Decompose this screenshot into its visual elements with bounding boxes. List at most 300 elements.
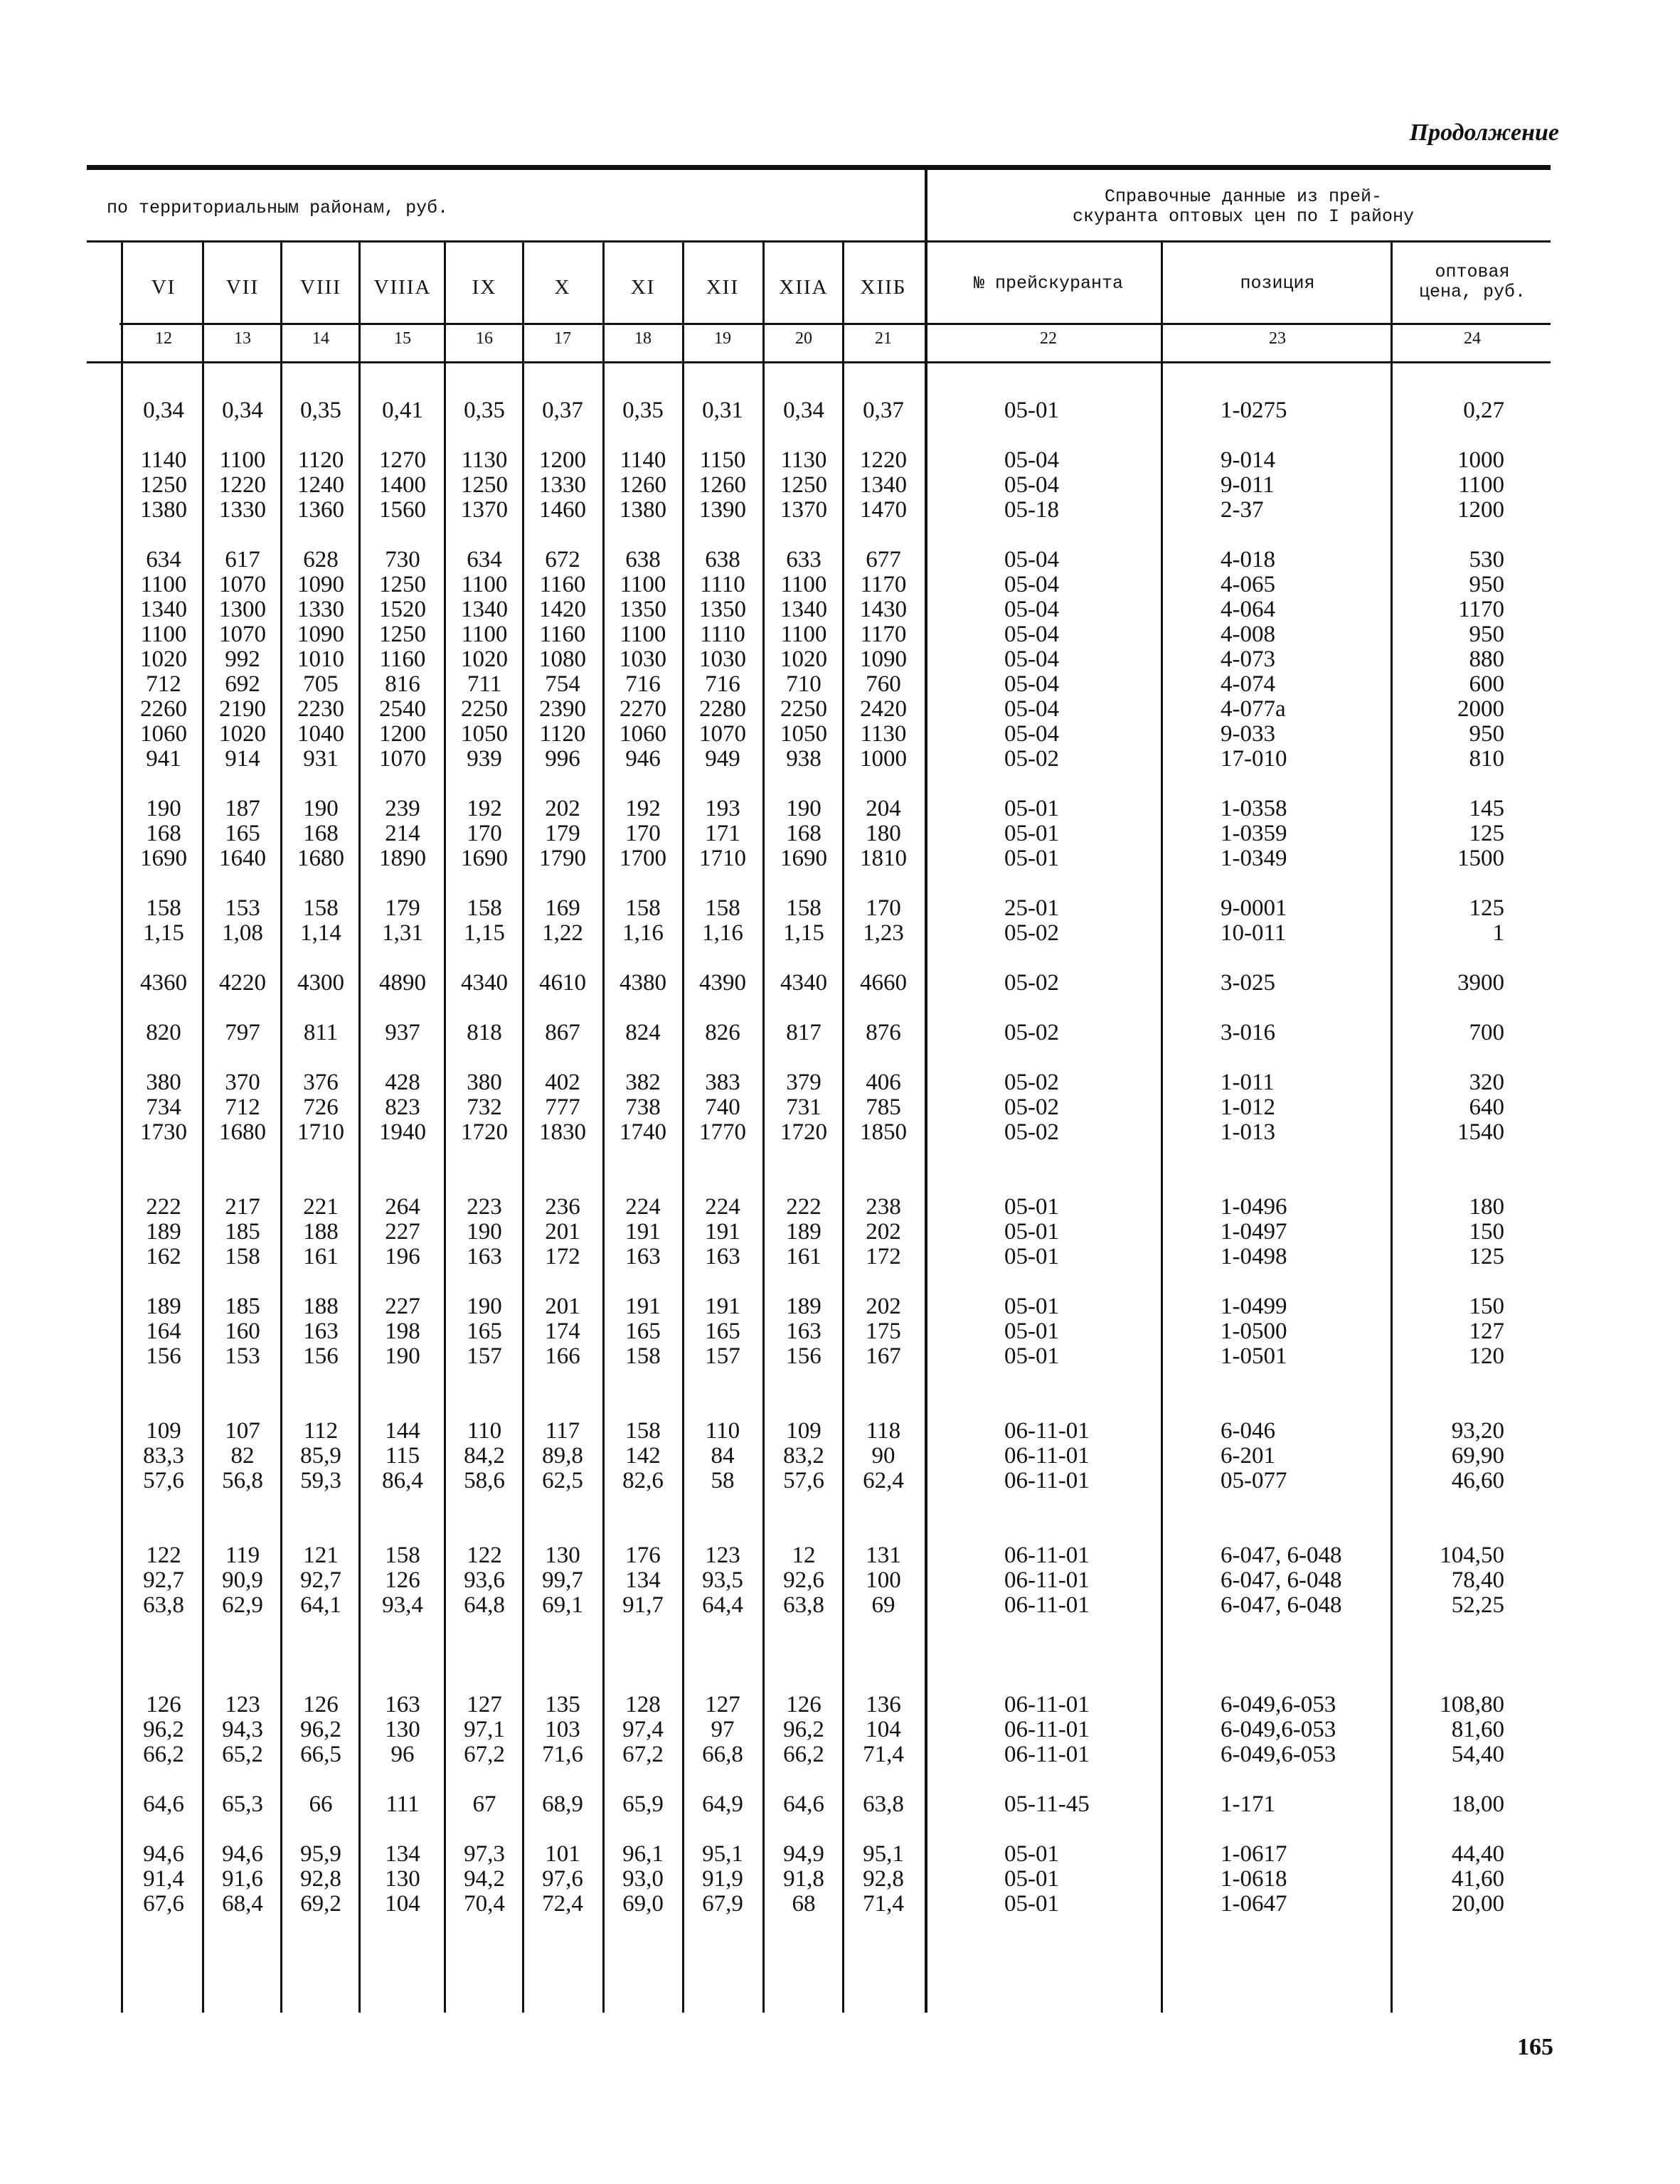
region-price-cell: 110 <box>467 1418 502 1444</box>
region-price-cell: 202 <box>866 1294 901 1319</box>
region-price-cell: 12 <box>792 1543 816 1568</box>
region-price-cell: 214 <box>385 821 420 846</box>
region-price-cell: 1340 <box>140 597 187 622</box>
region-price-cell: 816 <box>385 671 420 697</box>
region-price-cell: 777 <box>545 1094 580 1120</box>
region-price-cell: 163 <box>625 1244 661 1269</box>
region-price-cell: 1020 <box>140 646 187 672</box>
col-number-19: 19 <box>714 329 731 348</box>
position-cell: 4-065 <box>1221 572 1275 597</box>
region-price-cell: 123 <box>705 1543 740 1568</box>
region-price-cell: 191 <box>705 1219 740 1245</box>
position-cell: 6-047, 6-048 <box>1221 1543 1342 1568</box>
region-price-cell: 57,6 <box>783 1468 824 1493</box>
region-price-cell: 92,8 <box>863 1866 904 1892</box>
reference-data-heading-line2: скуранта оптовых цен по I району <box>1072 206 1415 227</box>
region-price-cell: 1070 <box>219 622 266 647</box>
region-price-cell: 115 <box>385 1443 420 1469</box>
region-price-cell: 156 <box>146 1343 181 1369</box>
wholesale-price-cell: 54,40 <box>1451 1742 1504 1767</box>
region-price-cell: 107 <box>225 1418 260 1444</box>
wholesale-price-cell: 950 <box>1469 721 1504 747</box>
region-price-cell: 144 <box>385 1418 420 1444</box>
wholesale-price-cell: 950 <box>1469 622 1504 647</box>
region-price-cell: 738 <box>625 1094 661 1120</box>
table-row <box>0 548 1680 572</box>
region-price-cell: 69 <box>871 1592 895 1618</box>
position-cell: 17-010 <box>1221 746 1287 772</box>
region-price-cell: 189 <box>786 1219 822 1245</box>
region-price-cell: 104 <box>385 1891 420 1917</box>
region-price-cell: 238 <box>866 1194 901 1220</box>
region-price-cell: 69,2 <box>300 1891 341 1917</box>
region-price-cell: 85,9 <box>300 1443 341 1469</box>
pricelist-number-cell: 05-18 <box>1004 497 1059 523</box>
region-price-cell: 62,5 <box>542 1468 583 1493</box>
region-price-cell: 1250 <box>780 472 827 498</box>
region-price-cell: 160 <box>225 1319 260 1344</box>
position-cell: 1-0617 <box>1221 1841 1287 1867</box>
region-price-cell: 1340 <box>780 597 827 622</box>
region-price-cell: 1140 <box>140 447 187 473</box>
pricelist-number-cell: 05-02 <box>1004 746 1059 772</box>
region-price-cell: 638 <box>625 547 661 572</box>
region-price-cell: 66,2 <box>143 1742 184 1767</box>
region-price-cell: 1340 <box>860 472 907 498</box>
wholesale-price-cell: 18,00 <box>1451 1791 1504 1817</box>
region-price-cell: 1390 <box>699 497 746 523</box>
region-price-cell: 1170 <box>860 622 907 647</box>
col-number-20: 20 <box>795 329 812 348</box>
table-row <box>0 1444 1680 1469</box>
region-price-cell: 163 <box>385 1692 420 1717</box>
region-price-cell: 93,6 <box>464 1567 505 1593</box>
region-price-cell: 92,8 <box>300 1866 341 1892</box>
region-price-cell: 1250 <box>379 622 426 647</box>
region-price-cell: 4660 <box>860 970 907 996</box>
region-price-cell: 1680 <box>219 1119 266 1145</box>
region-price-cell: 0,35 <box>622 398 664 423</box>
region-price-cell: 677 <box>866 547 901 572</box>
region-price-cell: 170 <box>866 895 901 921</box>
region-price-cell: 59,3 <box>300 1468 341 1493</box>
region-price-cell: 1330 <box>219 497 266 523</box>
region-price-cell: 66 <box>309 1791 333 1817</box>
region-price-cell: 112 <box>303 1418 339 1444</box>
region-price-cell: 1,08 <box>222 920 263 946</box>
region-price-cell: 1430 <box>860 597 907 622</box>
region-price-cell: 1100 <box>140 622 187 647</box>
region-price-cell: 168 <box>303 821 339 846</box>
region-price-cell: 1160 <box>539 572 586 597</box>
region-price-cell: 1,15 <box>464 920 505 946</box>
region-price-cell: 84 <box>711 1443 735 1469</box>
wholesale-price-cell: 880 <box>1469 646 1504 672</box>
col-number-12: 12 <box>155 329 172 348</box>
region-price-cell: 117 <box>545 1418 580 1444</box>
region-price-cell: 71,4 <box>863 1742 904 1767</box>
wholesale-price-cell: 180 <box>1469 1194 1504 1220</box>
region-price-cell: 187 <box>225 796 260 821</box>
region-price-cell: 96,1 <box>622 1841 664 1867</box>
table-row <box>0 1195 1680 1220</box>
region-price-cell: 185 <box>225 1219 260 1245</box>
pricelist-number-cell: 05-04 <box>1004 646 1059 672</box>
region-price-cell: 62,4 <box>863 1468 904 1493</box>
col-number-14: 14 <box>312 329 329 348</box>
position-cell: 1-0498 <box>1221 1244 1287 1269</box>
region-price-cell: 1100 <box>461 622 508 647</box>
position-cell: 6-047, 6-048 <box>1221 1592 1342 1618</box>
region-price-cell: 1,31 <box>382 920 423 946</box>
pricelist-number-cell: 05-01 <box>1004 1294 1059 1319</box>
region-price-cell: 224 <box>705 1194 740 1220</box>
region-price-cell: 1140 <box>620 447 666 473</box>
position-cell: 1-0275 <box>1221 398 1287 423</box>
region-price-cell: 867 <box>545 1020 580 1045</box>
pricelist-number-cell: 05-01 <box>1004 821 1059 846</box>
region-price-cell: 70,4 <box>464 1891 505 1917</box>
table-row <box>0 1070 1680 1095</box>
region-price-cell: 223 <box>467 1194 502 1220</box>
region-price-cell: 96,2 <box>143 1717 184 1742</box>
pricelist-number-cell: 06-11-01 <box>1004 1567 1090 1593</box>
region-price-cell: 97,3 <box>464 1841 505 1867</box>
region-price-cell: 941 <box>146 746 181 772</box>
wholesale-price-cell: 1540 <box>1457 1119 1504 1145</box>
pricelist-number-cell: 05-04 <box>1004 671 1059 697</box>
region-price-cell: 94,9 <box>783 1841 824 1867</box>
wholesale-price-cell: 810 <box>1469 746 1504 772</box>
region-price-cell: 4340 <box>780 970 827 996</box>
region-price-cell: 1810 <box>860 846 907 871</box>
wholesale-price-cell: 44,40 <box>1451 1841 1504 1867</box>
wholesale-price-cell: 640 <box>1469 1094 1504 1120</box>
wholesale-price-cell: 1 <box>1492 920 1504 946</box>
region-price-cell: 820 <box>146 1020 181 1045</box>
region-price-cell: 1830 <box>539 1119 586 1145</box>
region-price-cell: 190 <box>467 1219 502 1245</box>
position-cell: 9-033 <box>1221 721 1275 747</box>
region-price-cell: 1790 <box>539 846 586 871</box>
region-price-cell: 64,9 <box>702 1791 743 1817</box>
region-price-cell: 2250 <box>461 696 508 722</box>
region-price-cell: 190 <box>467 1294 502 1319</box>
col-header-XI: XI <box>630 276 656 299</box>
region-price-cell: 97,1 <box>464 1717 505 1742</box>
region-price-cell: 92,7 <box>300 1567 341 1593</box>
region-price-cell: 91,9 <box>702 1866 743 1892</box>
region-price-cell: 67 <box>472 1791 496 1817</box>
region-price-cell: 1560 <box>379 497 426 523</box>
wholesale-price-cell: 3900 <box>1457 970 1504 996</box>
region-price-cell: 172 <box>866 1244 901 1269</box>
region-price-cell: 158 <box>146 895 181 921</box>
region-price-cell: 730 <box>385 547 420 572</box>
table-row <box>0 1294 1680 1319</box>
region-price-cell: 86,4 <box>382 1468 423 1493</box>
wholesale-price-cell: 530 <box>1469 547 1504 572</box>
region-price-cell: 633 <box>786 547 822 572</box>
region-price-cell: 1250 <box>379 572 426 597</box>
region-price-cell: 1,22 <box>542 920 583 946</box>
pricelist-number-cell: 05-04 <box>1004 696 1059 722</box>
region-price-cell: 1010 <box>297 646 344 672</box>
table-row <box>0 647 1680 672</box>
region-price-cell: 383 <box>705 1070 740 1095</box>
region-price-cell: 712 <box>146 671 181 697</box>
region-price-cell: 1710 <box>699 846 746 871</box>
region-price-cell: 64,6 <box>783 1791 824 1817</box>
position-cell: 1-0500 <box>1221 1319 1287 1344</box>
table-row <box>0 597 1680 622</box>
table-row <box>0 622 1680 647</box>
region-price-cell: 1260 <box>620 472 666 498</box>
region-price-cell: 1030 <box>699 646 746 672</box>
wholesale-price-cell: 1100 <box>1458 472 1504 498</box>
wholesale-price-cell: 104,50 <box>1440 1543 1504 1568</box>
wholesale-price-cell: 950 <box>1469 572 1504 597</box>
pricelist-number-cell: 05-04 <box>1004 547 1059 572</box>
table-row <box>0 1344 1680 1369</box>
region-price-cell: 4380 <box>620 970 666 996</box>
region-price-cell: 82 <box>230 1443 255 1469</box>
region-price-cell: 236 <box>545 1194 580 1220</box>
col-number-22: 22 <box>1040 329 1057 348</box>
territorial-districts-heading: по территориальным районам, руб. <box>107 198 449 218</box>
region-price-cell: 69,0 <box>622 1891 664 1917</box>
region-price-cell: 57,6 <box>143 1468 184 1493</box>
region-price-cell: 1030 <box>620 646 666 672</box>
position-cell: 1-0618 <box>1221 1866 1287 1892</box>
col-number-23: 23 <box>1269 329 1286 348</box>
table-row <box>0 1717 1680 1742</box>
region-price-cell: 1,16 <box>702 920 743 946</box>
region-price-cell: 370 <box>225 1070 260 1095</box>
region-price-cell: 158 <box>385 1543 420 1568</box>
table-row <box>0 1021 1680 1045</box>
region-price-cell: 1060 <box>620 721 666 747</box>
region-price-cell: 97 <box>711 1717 735 1742</box>
region-price-cell: 167 <box>866 1343 901 1369</box>
region-price-cell: 168 <box>786 821 822 846</box>
region-price-cell: 84,2 <box>464 1443 505 1469</box>
region-price-cell: 1050 <box>461 721 508 747</box>
region-price-cell: 0,35 <box>300 398 341 423</box>
table-row <box>0 1245 1680 1269</box>
pricelist-number-cell: 05-01 <box>1004 1219 1059 1245</box>
region-price-cell: 1240 <box>297 472 344 498</box>
region-price-cell: 153 <box>225 1343 260 1369</box>
region-price-cell: 190 <box>146 796 181 821</box>
region-price-cell: 94,6 <box>143 1841 184 1867</box>
wholesale-price-cell: 600 <box>1469 671 1504 697</box>
region-price-cell: 264 <box>385 1194 420 1220</box>
region-price-cell: 705 <box>303 671 339 697</box>
region-price-cell: 1090 <box>860 646 907 672</box>
region-price-cell: 1,15 <box>783 920 824 946</box>
region-price-cell: 82,6 <box>622 1468 664 1493</box>
position-cell: 4-073 <box>1221 646 1275 672</box>
region-price-cell: 732 <box>467 1094 502 1120</box>
col-header-XIIA: XIIA <box>779 276 829 299</box>
region-price-cell: 2280 <box>699 696 746 722</box>
region-price-cell: 201 <box>545 1219 580 1245</box>
region-price-cell: 1000 <box>860 746 907 772</box>
region-price-cell: 1720 <box>780 1119 827 1145</box>
region-price-cell: 163 <box>467 1244 502 1269</box>
region-price-cell: 58,6 <box>464 1468 505 1493</box>
region-price-cell: 1200 <box>539 447 586 473</box>
pricelist-number-cell: 06-11-01 <box>1004 1717 1090 1742</box>
pricelist-number-cell: 06-11-01 <box>1004 1692 1090 1717</box>
col-header-VIIIA: VIIIA <box>373 276 432 299</box>
position-cell: 4-008 <box>1221 622 1275 647</box>
region-price-cell: 110 <box>705 1418 740 1444</box>
wholesale-price-cell: 69,90 <box>1451 1443 1504 1469</box>
region-price-cell: 1690 <box>140 846 187 871</box>
position-cell: 1-012 <box>1221 1094 1275 1120</box>
pricelist-number-cell: 05-04 <box>1004 721 1059 747</box>
region-price-cell: 731 <box>786 1094 822 1120</box>
pricelist-number-cell: 05-01 <box>1004 1343 1059 1369</box>
region-price-cell: 68,4 <box>222 1891 263 1917</box>
region-price-cell: 168 <box>146 821 181 846</box>
region-price-cell: 56,8 <box>222 1468 263 1493</box>
position-cell: 1-0359 <box>1221 821 1287 846</box>
region-price-cell: 617 <box>225 547 260 572</box>
region-price-cell: 97,6 <box>542 1866 583 1892</box>
continuation-label: Продолжение <box>1409 119 1559 146</box>
region-price-cell: 185 <box>225 1294 260 1319</box>
pricelist-number-cell: 06-11-01 <box>1004 1742 1090 1767</box>
region-price-cell: 122 <box>467 1543 502 1568</box>
position-cell: 1-0647 <box>1221 1891 1287 1917</box>
region-price-cell: 0,31 <box>702 398 743 423</box>
reference-data-heading-line1: Справочные данные из прей- <box>1104 186 1383 207</box>
region-price-cell: 754 <box>545 671 580 697</box>
region-price-cell: 4390 <box>699 970 746 996</box>
region-price-cell: 2420 <box>860 696 907 722</box>
region-price-cell: 64,8 <box>464 1592 505 1618</box>
region-price-cell: 1100 <box>620 572 666 597</box>
region-price-cell: 156 <box>303 1343 339 1369</box>
table-row <box>0 448 1680 473</box>
region-price-cell: 158 <box>467 895 502 921</box>
col-number-15: 15 <box>394 329 411 348</box>
region-price-cell: 1120 <box>297 447 344 473</box>
region-price-cell: 2230 <box>297 696 344 722</box>
region-price-cell: 380 <box>467 1070 502 1095</box>
region-price-cell: 109 <box>146 1418 181 1444</box>
table-row <box>0 572 1680 597</box>
region-price-cell: 158 <box>225 1244 260 1269</box>
wholesale-price-cell: 700 <box>1469 1020 1504 1045</box>
table-row <box>0 1792 1680 1817</box>
region-price-cell: 1100 <box>140 572 187 597</box>
region-price-cell: 62,9 <box>222 1592 263 1618</box>
region-price-cell: 93,5 <box>702 1567 743 1593</box>
col-header-VII: VII <box>225 276 260 299</box>
region-price-cell: 2250 <box>780 696 827 722</box>
wholesale-price-cell: 125 <box>1469 821 1504 846</box>
region-price-cell: 158 <box>705 895 740 921</box>
pricelist-number-cell: 06-11-01 <box>1004 1468 1090 1493</box>
region-price-cell: 94,3 <box>222 1717 263 1742</box>
region-price-cell: 227 <box>385 1294 420 1319</box>
region-price-cell: 171 <box>705 821 740 846</box>
region-price-cell: 95,9 <box>300 1841 341 1867</box>
pricelist-number-cell: 05-11-45 <box>1004 1791 1090 1817</box>
table-row <box>0 1319 1680 1344</box>
region-price-cell: 2540 <box>379 696 426 722</box>
col-header-VI: VI <box>151 276 176 299</box>
wholesale-price-cell: 2000 <box>1457 696 1504 722</box>
region-price-cell: 428 <box>385 1070 420 1095</box>
region-price-cell: 127 <box>467 1692 502 1717</box>
position-cell: 9-011 <box>1221 472 1275 498</box>
region-price-cell: 170 <box>467 821 502 846</box>
pricelist-number-cell: 05-01 <box>1004 1866 1059 1892</box>
region-price-cell: 100 <box>866 1567 901 1593</box>
region-price-cell: 1110 <box>700 622 745 647</box>
table-row <box>0 672 1680 697</box>
position-cell: 1-0497 <box>1221 1219 1287 1245</box>
region-price-cell: 162 <box>146 1244 181 1269</box>
region-price-cell: 1680 <box>297 846 344 871</box>
region-price-cell: 67,2 <box>464 1742 505 1767</box>
region-price-cell: 710 <box>786 671 822 697</box>
region-price-cell: 101 <box>545 1841 580 1867</box>
region-price-cell: 1370 <box>461 497 508 523</box>
region-price-cell: 992 <box>225 646 260 672</box>
region-price-cell: 937 <box>385 1020 420 1045</box>
region-price-cell: 90 <box>871 1443 895 1469</box>
pricelist-number-cell: 05-02 <box>1004 920 1059 946</box>
region-price-cell: 1090 <box>297 572 344 597</box>
region-price-cell: 65,3 <box>222 1791 263 1817</box>
table-row <box>0 896 1680 921</box>
region-price-cell: 1470 <box>860 497 907 523</box>
region-price-cell: 193 <box>705 796 740 821</box>
region-price-cell: 811 <box>303 1020 339 1045</box>
wholesale-price-cell: 78,40 <box>1451 1567 1504 1593</box>
region-price-cell: 1250 <box>140 472 187 498</box>
region-price-cell: 153 <box>225 895 260 921</box>
table-row <box>0 722 1680 747</box>
region-price-cell: 179 <box>385 895 420 921</box>
position-cell: 6-049,6-053 <box>1221 1717 1336 1742</box>
table-row <box>0 1892 1680 1917</box>
region-price-cell: 165 <box>625 1319 661 1344</box>
region-price-cell: 63,8 <box>863 1791 904 1817</box>
region-price-cell: 672 <box>545 547 580 572</box>
region-price-cell: 1120 <box>539 721 586 747</box>
position-cell: 4-077а <box>1221 696 1286 722</box>
region-price-cell: 692 <box>225 671 260 697</box>
region-price-cell: 379 <box>786 1070 822 1095</box>
region-price-cell: 946 <box>625 746 661 772</box>
region-price-cell: 817 <box>786 1020 822 1045</box>
region-price-cell: 726 <box>303 1094 339 1120</box>
region-price-cell: 164 <box>146 1319 181 1344</box>
position-cell: 1-011 <box>1221 1070 1275 1095</box>
col-number-16: 16 <box>476 329 493 348</box>
region-price-cell: 83,2 <box>783 1443 824 1469</box>
region-price-cell: 1350 <box>620 597 666 622</box>
region-price-cell: 161 <box>303 1244 339 1269</box>
region-price-cell: 1460 <box>539 497 586 523</box>
